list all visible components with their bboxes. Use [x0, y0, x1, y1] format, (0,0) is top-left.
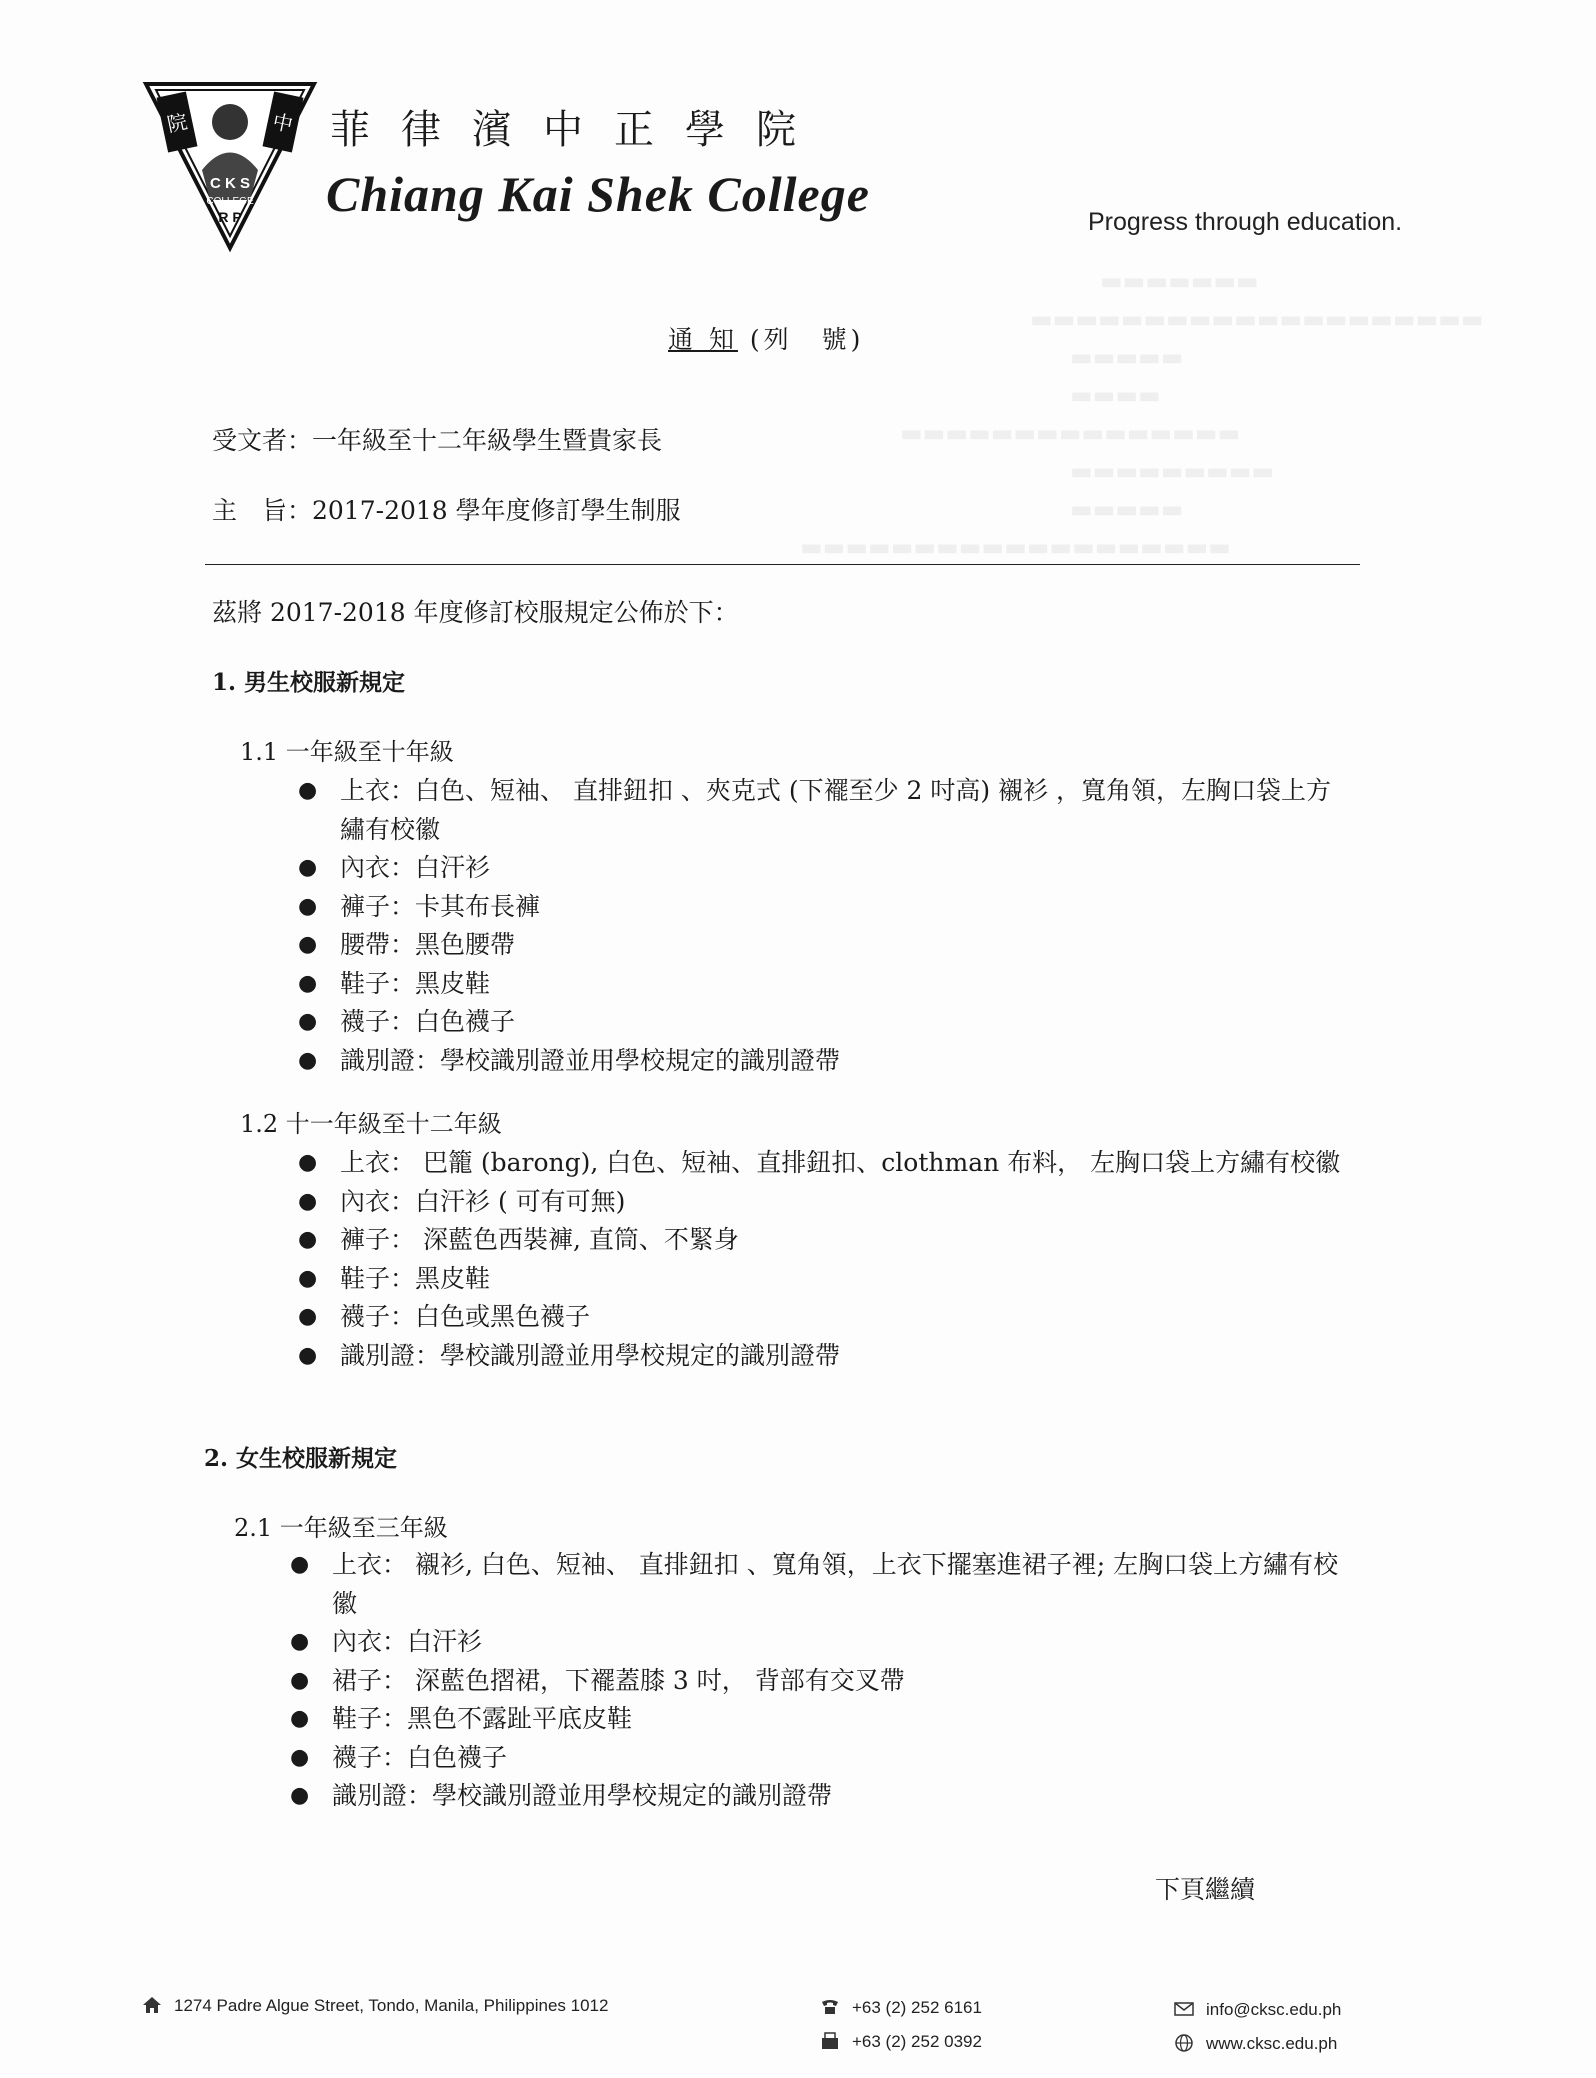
- svg-text:R P: R P: [218, 209, 242, 225]
- list-item: ● 內衣：白汗衫: [340, 849, 1350, 888]
- list-item: ● 鞋子：黑皮鞋: [340, 1260, 1350, 1299]
- fax-icon: [820, 2032, 840, 2050]
- bullet-icon: ●: [290, 1706, 310, 1731]
- notice-title-main: 通 知: [668, 325, 738, 354]
- svg-text:C K S: C K S: [209, 175, 251, 192]
- bullet-icon: ●: [290, 1783, 310, 1808]
- footer-email: info@cksc.edu.ph: [1174, 2000, 1341, 2020]
- subsection-heading-1-2: 1.2 十一年級至十二年級: [240, 1110, 502, 1138]
- list-item: ● 上衣： 巴籠 (barong), 白色、短袖、直排鈕扣、clothman 布料， 左胸口袋上方繡有校徽: [340, 1144, 1350, 1183]
- bullet-icon: ●: [290, 1629, 310, 1654]
- bullet-icon: ●: [298, 1342, 318, 1368]
- subject-line: 主 旨：2017-2018 學年度修訂學生制服: [212, 496, 681, 525]
- globe-icon: [1174, 2034, 1194, 2052]
- school-motto: Progress through education.: [1088, 208, 1403, 236]
- uniform-list-1-1: [298, 772, 1350, 1080]
- notice-title-number: (列 號): [749, 325, 865, 354]
- continued-next-page: 下頁繼續: [1155, 1875, 1256, 1904]
- school-name-english: Chiang Kai Shek College: [326, 166, 870, 222]
- bullet-icon: ●: [298, 932, 318, 957]
- list-item: ● 襪子：白色或黑色襪子: [340, 1298, 1350, 1337]
- list-item: ● 裙子： 深藍色摺裙，下襬蓋膝 3 吋， 背部有交叉帶: [332, 1662, 1342, 1701]
- envelope-icon: [1174, 2000, 1194, 2018]
- list-item: ● 鞋子：黑皮鞋: [340, 965, 1350, 1004]
- intro-text: 茲將 2017-2018 年度修訂校服規定公佈於下：: [212, 598, 739, 627]
- list-item: ● 上衣： 襯衫, 白色、短袖、 直排鈕扣 、寬角領，上衣下擺塞進裙子裡; 左胸口袋上方繡有校徽: [332, 1546, 1342, 1623]
- svg-text:院: 院: [164, 109, 190, 137]
- header-divider: [205, 564, 1360, 565]
- list-item: ● 褲子： 深藍色西裝褲, 直筒、不緊身: [340, 1221, 1350, 1260]
- footer-address: 1274 Padre Algue Street, Tondo, Manila, Philippines 1012: [142, 1996, 608, 2016]
- bullet-icon: ●: [290, 1744, 310, 1770]
- bullet-icon: ●: [298, 893, 318, 919]
- footer-website: www.cksc.edu.ph: [1174, 2034, 1337, 2054]
- bullet-icon: ●: [298, 1265, 318, 1291]
- bullet-icon: ●: [298, 1009, 318, 1034]
- list-item: ● 上衣：白色、短袖、 直排鈕扣 、夾克式 (下襬至少 2 吋高) 襯衫 ，寬角領，左胸口袋上方繡有校徽: [340, 772, 1350, 849]
- uniform-list-1-2: [298, 1144, 1350, 1375]
- subsection-heading-1-1: 1.1 一年級至十年級: [240, 738, 454, 766]
- list-item: ● 內衣：白汗衫 ( 可有可無): [340, 1183, 1350, 1222]
- list-item: ● 鞋子：黑色不露趾平底皮鞋: [332, 1700, 1342, 1739]
- subsection-heading-2-1: 2.1 一年級至三年級: [234, 1514, 448, 1542]
- list-item: ● 識別證：學校識別證並用學校規定的識別證帶: [332, 1777, 1342, 1816]
- phone-icon: [820, 1998, 840, 2016]
- svg-text:COLLEGE: COLLEGE: [206, 196, 254, 207]
- uniform-list-2-1: [290, 1546, 1342, 1816]
- list-item: ● 內衣：白汗衫: [332, 1623, 1342, 1662]
- school-seal-logo: [142, 80, 318, 252]
- list-item: ● 襪子：白色襪子: [332, 1739, 1342, 1778]
- section-heading-boys: 1. 男生校服新規定: [212, 669, 406, 696]
- bullet-icon: ●: [290, 1667, 310, 1693]
- list-item: ● 識別證：學校識別證並用學校規定的識別證帶: [340, 1042, 1350, 1081]
- home-icon: [142, 1996, 162, 2014]
- svg-text:中: 中: [270, 109, 296, 137]
- list-item: ● 腰帶：黑色腰帶: [340, 926, 1350, 965]
- list-item: ● 襪子：白色襪子: [340, 1003, 1350, 1042]
- footer-fax: +63 (2) 252 0392: [820, 2032, 982, 2052]
- list-item: ● 識別證：學校識別證並用學校規定的識別證帶: [340, 1337, 1350, 1376]
- bullet-icon: ●: [298, 970, 318, 996]
- bullet-icon: ●: [298, 1227, 318, 1252]
- school-name-chinese: 菲律濱中正學院: [330, 107, 827, 153]
- notice-title: [668, 320, 864, 356]
- bullet-icon: ●: [298, 1150, 318, 1175]
- bullet-icon: ●: [298, 1047, 318, 1073]
- list-item: ● 褲子：卡其布長褲: [340, 888, 1350, 927]
- footer-phone: +63 (2) 252 6161: [820, 1998, 982, 2018]
- bleed-through: ▬▬▬▬▬▬▬ ▬▬▬▬▬▬▬▬▬▬▬▬▬▬▬▬▬▬▬▬ ▬▬▬▬▬ ▬▬▬▬ ▬▬▬▬▬▬▬▬▬▬▬▬▬▬▬ ▬▬▬▬▬▬▬▬▬ ▬▬▬▬▬ ▬▬▬▬▬▬▬▬▬▬▬▬▬▬▬▬▬▬▬: [800, 267, 1484, 561]
- bullet-icon: ●: [298, 855, 318, 880]
- recipient-line: 受文者：一年級至十二年級學生暨貴家長: [212, 426, 663, 455]
- bullet-icon: ●: [298, 778, 318, 803]
- bullet-icon: ●: [298, 1188, 318, 1214]
- bullet-icon: ●: [298, 1304, 318, 1329]
- section-heading-girls: 2. 女生校服新規定: [204, 1445, 398, 1472]
- bullet-icon: ●: [290, 1552, 310, 1577]
